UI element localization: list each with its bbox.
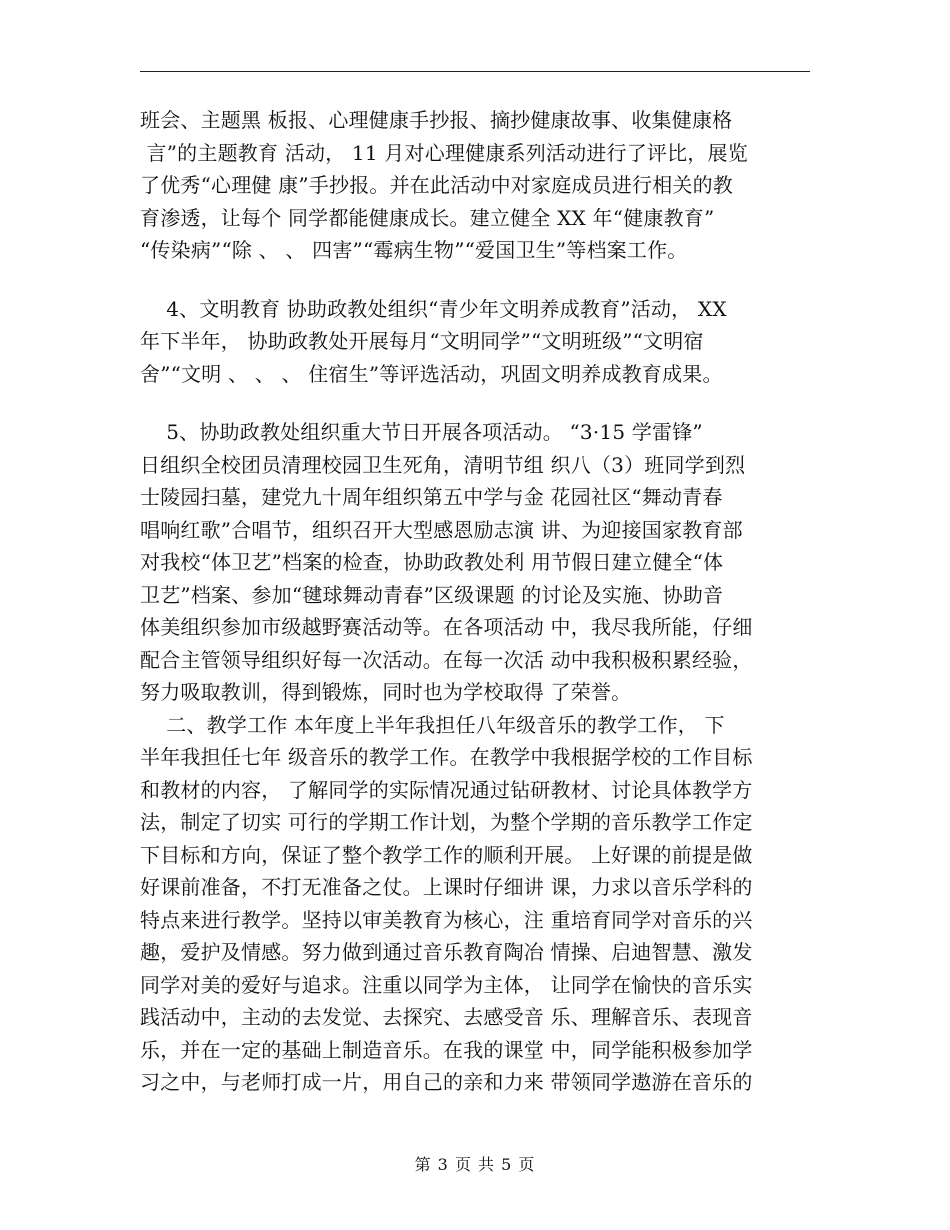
text-line: 习之中，与老师打成一片，用自己的亲和力来 带领同学遨游在音乐的 [140, 1070, 753, 1094]
text-line: 4、文明教育 协助政教处组织“青少年文明养成教育”活动， XX [140, 296, 727, 321]
text-line: 特点来进行教学。坚持以审美教育为核心，注 重培育同学对音乐的兴 [140, 907, 753, 932]
text-line: 同学对美的爱好与追求。注重以同学为主体， 让同学在愉快的音乐实 [140, 972, 753, 997]
text-line: 下目标和方向，保证了整个教学工作的顺利开展。 上好课的前提是做 [140, 842, 753, 867]
text-line: 育渗透，让每个 同学都能健康成长。建立健全 XX 年“健康教育” [140, 205, 715, 230]
text-line: 年下半年， 协助政教处开展每月“文明同学”“文明班级”“文明宿 [140, 329, 704, 353]
text-line: 好课前准备，不打无准备之仗。上课时仔细讲 课，力求以音乐学科的 [140, 875, 753, 899]
paragraph-civility-education [140, 293, 830, 391]
text-line: “传染病”“除 、 、 四害”“霉病生物”“爱国卫生”等档案工作。 [140, 238, 688, 262]
paragraph-health-education [140, 104, 830, 267]
text-line: 努力吸取教训，得到锻炼，同时也为学校取得 了荣誉。 [140, 680, 632, 704]
header-rule [140, 71, 810, 72]
text-line: 士陵园扫墓，建党九十周年组织第五中学与金 花园社区“舞动青春 [140, 485, 723, 509]
text-line: 对我校“体卫艺”档案的检查，协助政教处利 用节假日建立健全“体 [140, 550, 724, 574]
text-line: 体美组织参加市级越野赛活动等。在各项活动 中，我尽我所能，仔细 [140, 615, 753, 639]
paragraph-festival-activities [140, 416, 830, 709]
text-line: 趣，爱护及情感。努力做到通过音乐教育陶冶 情操、启迪智慧、激发 [140, 940, 753, 964]
text-line: 和教材的内容， 了解同学的实际情况通过钻研教材、讨论具体教学方 [140, 777, 753, 802]
paragraph-gap [140, 390, 830, 416]
text-line: 了优秀“心理健 康”手抄报。并在此活动中对家庭成员进行相关的教 [140, 173, 734, 197]
text-line: 卫艺”档案、参加“毽球舞动青春”区级课题 的讨论及实施、协助音 [140, 582, 724, 607]
text-line: 践活动中，主动的去发觉、去探究、去感受音 乐、理解音乐、表现音 [140, 1005, 753, 1029]
text-line: 二、教学工作 本年度上半年我担任八年级音乐的教学工作， 下 [140, 712, 725, 737]
page-number: 第 3 页 共 5 页 [414, 1155, 536, 1174]
text-line: 舍”“文明 、 、 、 住宿生”等评选活动，巩固文明养成教育成果。 [140, 361, 723, 386]
text-line: 言”的主题教育 活动， 11 月对心理健康系列活动进行了评比，展览 [140, 140, 748, 165]
text-line: 乐，并在一定的基础上制造音乐。在我的课堂 中，同学能积极参加学 [140, 1037, 753, 1062]
text-line: 法，制定了切实 可行的学期工作计划，为整个学期的音乐教学工作定 [140, 810, 753, 834]
paragraph-gap [140, 267, 830, 293]
paragraph-teaching-work [140, 709, 830, 1099]
text-line: 唱响红歌”合唱节，组织召开大型感恩励志演 讲、为迎接国家教育部 [140, 517, 743, 542]
text-line: 配合主管领导组织好每一次活动。在每一次活 动中我积极积累经验， [140, 647, 753, 672]
text-line: 半年我担任七年 级音乐的教学工作。在教学中我根据学校的工作目标 [140, 745, 753, 769]
text-line: 5、协助政教处组织重大节日开展各项活动。 “3·15 学雷锋” [140, 420, 703, 444]
text-line: 日组织全校团员清理校园卫生死角，清明节组 织八（3）班同学到烈 [140, 452, 746, 477]
text-line: 班会、主题黑 板报、心理健康手抄报、摘抄健康故事、收集健康格 [140, 108, 733, 132]
document-body [140, 104, 830, 1099]
